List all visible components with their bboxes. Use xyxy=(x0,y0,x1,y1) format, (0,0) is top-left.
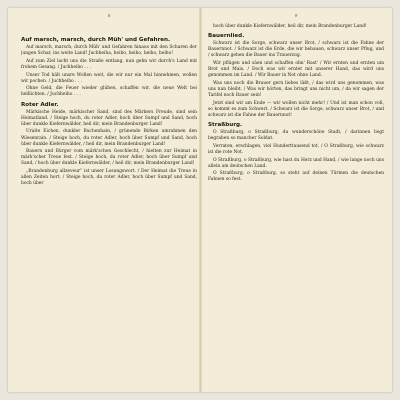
song-verse: Bauern und Bürger vom märk'schen Geschlecht, / hielten zur Heimat in märk'scher Treue fest. / Steige hoch, du roter Adler, hoch über Sumpf und Sand, / hoch über dunkle Kiefernwälder, / heil dir, mein Brandenburger Land! xyxy=(21,149,197,167)
page-number: 9 xyxy=(294,14,298,19)
song-verse: Jetzt sind wir am Ende — wir wollen nicht mehr! / Und ist man schon voll, so kommt es zum Schwert. / Schwarz ist die Sorge, schwarz unser Brot, / und schwarz ist die Fahne der Bauernnot! xyxy=(208,100,384,118)
page-number: 8 xyxy=(107,14,111,19)
song-title: Straßburg. xyxy=(208,122,243,128)
song-verse: Ohne Geld, die Feuer wieder glühen, schaffen wir, die neue Welt bei helllichten. / Juchheiho . . . xyxy=(21,86,197,98)
song-verse: Schwarz ist die Sorge, schwarz unser Brot, / schwarz ist die Fahne der Bauernnot. / Schwarz ist die Erde, die wir bebauen, schwarz unser Pflug, und / schwarz gehen die Bauer ins Trauerzug. xyxy=(208,41,384,59)
book-spread xyxy=(8,8,392,392)
song-verse: Unser Tod hält unsre Wollen weit, die wir nur ein Mal hinnehmen, wollen wir pochen. / Juchheiho . . . xyxy=(21,72,197,84)
song-verse: O Straßburg, o Straßburg, du wunderschöne Stadt, / darinnen liegt begraben so mancher Soldat. xyxy=(208,130,384,142)
song-verse: O Straßburg, o Straßburg, wie hast du Herz und Hand, / wie lange noch uns allein am deutschen Land. xyxy=(208,157,384,169)
song-verse: Verraten, erschlagen, viel Hunderttausend tot, / O Straßburg, wie schwarz ist die rote Not. xyxy=(208,143,384,155)
song-title: Bauernlied. xyxy=(208,33,245,40)
left-page xyxy=(21,14,197,386)
song-verse: Was uns noch die Brauer gern liebes läßt, / das wird uns genommen, was uns nun bleibt. / Was wir hörten, das bringt uns nicht um, / da wir sagen der Tarifel noch Bauer sein! xyxy=(208,80,384,99)
song-verse: Auf zum Ziel lacht uns die Straße entlang, nun gehn wir durch's Land mit frohem Gesang. / Juchheiho . . . xyxy=(21,58,197,70)
song-verse: Märkische Heide, märkischer Sand, sind des Märkers Freude, sind sein Heimatland. / Steige hoch, du roter Adler, hoch über Sumpf und Sand, hoch über dunkle Kiefernwälder, heil dir, mein Brandenburger Land! xyxy=(21,109,197,127)
right-page xyxy=(208,14,384,386)
book-gutter xyxy=(199,8,202,392)
song-verse: „Brandenburg allzeveur“ ist unser Losungswort. / Der Heimat die Treue in allen Zeiten hort. / Steige hoch, du roter Adler, hoch über Sumpf und Sand, hoch über xyxy=(21,169,197,187)
song-title: Roter Adler. xyxy=(21,101,59,108)
song-title: Auf marsch, marsch, durch Müh' und Gefahren. xyxy=(21,37,171,43)
song-verse: Auf marsch, marsch, durch Müh' und Gefahren hinaus mit den Scharen der jungen Schar, ins weite Land! Juchheiha, heiho, heiho, heiho, heiho! xyxy=(21,45,197,57)
song-verse: Uralte Eichen, dunkler Buchenhain, / grünende Birken umrahmen den Wiesenrain. / Steige hoch, du roter Adler, hoch über Sumpf und Sand, hoch über dunkle Kiefernwälder, / heil dir, mein Brandenburger Land! xyxy=(21,129,197,147)
song-verse: Wir pflügen und säen und schaffen ohn' Rast' / Wir ernten und ernten um Brot und Mais. / Doch was wir erntet mit unserer Hand, das wird uns genommen im Land. / Wir Bauer in Not ohne Land. xyxy=(208,60,384,79)
song-verse: O Straßburg, o Straßburg, so steht auf deinen Türmen die deutschen Fahnen so fest. xyxy=(208,171,384,183)
song-verse-continuation: hoch über dunkle Kiefernwälder, heil dir, mein Brandenburger Land! xyxy=(213,24,367,29)
